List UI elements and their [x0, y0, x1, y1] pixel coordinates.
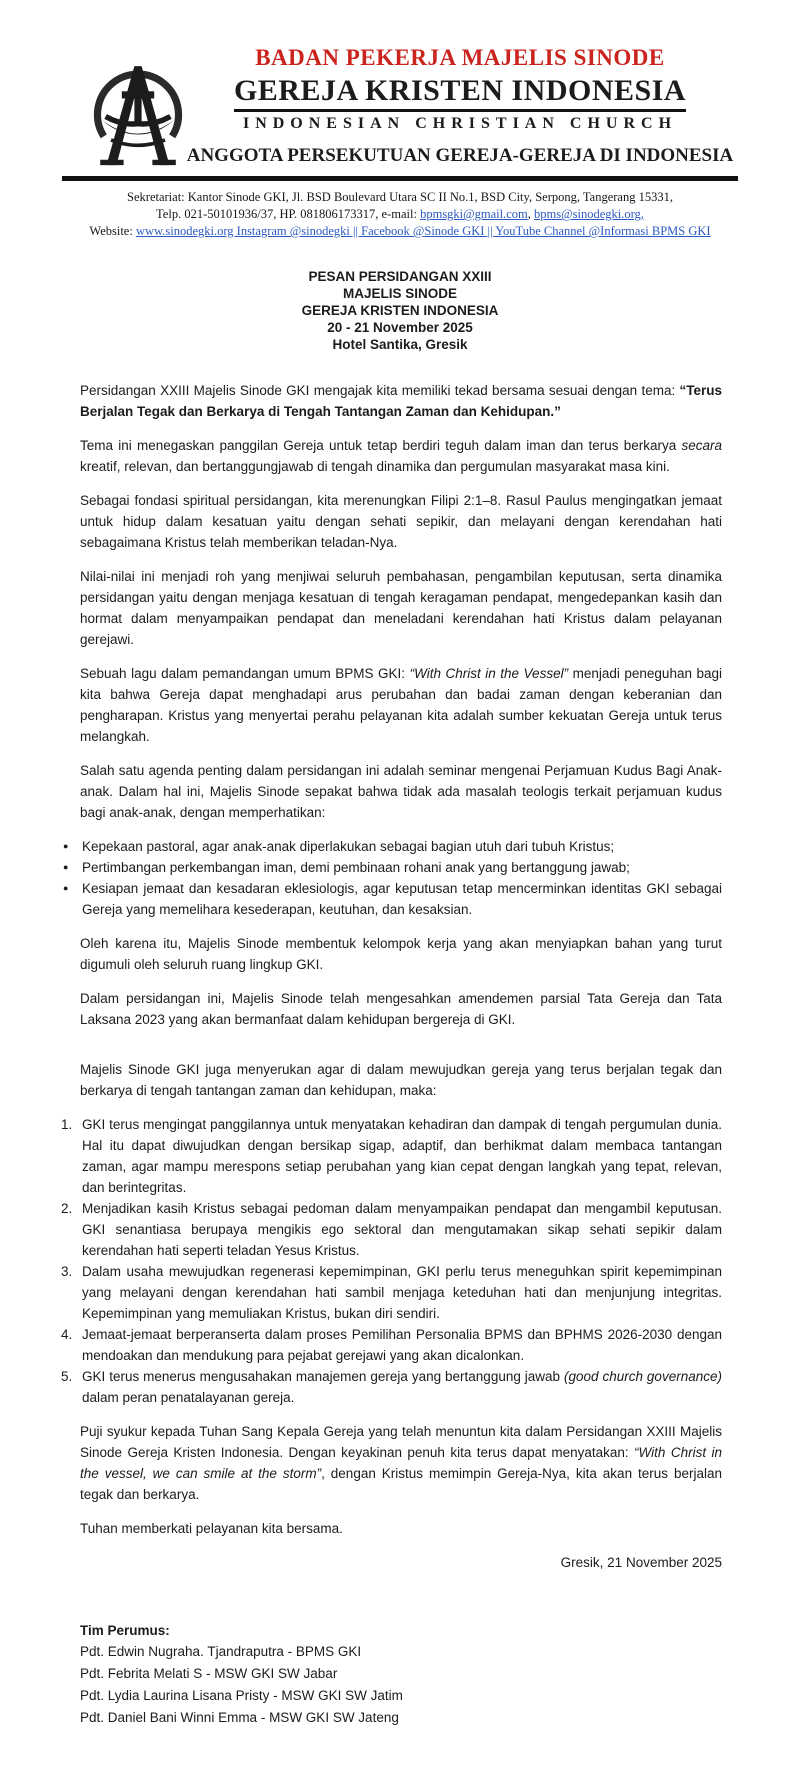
list-item: GKI terus menerus mengusahakan manajemen gereja yang bertanggung jawab (good church governance) dalam peran penatalayanan gereja. — [82, 1369, 722, 1405]
secretariat-website: Website: www.sinodegki.org Instagram @sinodegki || Facebook @Sinode GKI || YouTube Channel @Informasi BPMS GKI — [89, 224, 711, 238]
secretariat-contact: Telp. 021-50101936/37, HP. 081806173317, e-mail: bpmsgki@gmail.com, bpms@sinodegki.org, — [156, 207, 644, 221]
title-line-1: PESAN PERSIDANGAN XXIII — [308, 269, 492, 284]
title-line-5: Hotel Santika, Gresik — [332, 337, 468, 352]
title-line-2: MAJELIS SINODE — [342, 286, 458, 301]
list-item: ● Kepekaan pastoral, agar anak-anak diperlakukan sebagai bagian utuh dari tubuh Kristus; — [80, 836, 722, 857]
paragraph-values: Nilai-nilai ini menjadi roh yang menjiwai seluruh pembahasan, pengambilan keputusan, serta dinamika persidangan yaitu dengan menjaga kesatuan di tengah keragaman pendapat, mengedepankan kasih dan hormat dalam menyampaikan pendapat dan meneladani kerendahan hati Kristus dalam pelayanan gerejawi. — [80, 569, 722, 647]
paragraph-amendment: Dalam persidangan ini, Majelis Sinode telah mengesahkan amendemen parsial Tata Gereja dan Tata Laksana 2023 yang akan bermanfaat dalam kehidupan bergereja di GKI. — [80, 991, 722, 1027]
org-membership: ANGGOTA PERSEKUTUAN GEREJA-GEREJA DI INDONESIA — [186, 145, 734, 166]
drafting-team — [80, 1620, 722, 1729]
list-item: Dalam usaha mewujudkan regenerasi kepemimpinan, GKI perlu terus meneguhkan spirit kepemimpinan yang melayani dengan kerendahan hati sambil menjaga keteduhan hati dan menjunjung integritas. Kepemimpinan yang memuliakan Kristus, bukan diri sendiri. — [82, 1264, 722, 1321]
letter-body — [80, 380, 722, 1729]
letterhead-divider — [62, 176, 738, 181]
secretariat-address: Sekretariat: Kantor Sinode GKI, Jl. BSD Boulevard Utara SC II No.1, BSD City, Serpong, Tangerang 15331, — [127, 190, 673, 204]
paragraph-blessing: Tuhan memberkati pelayanan kita bersama. — [80, 1521, 343, 1536]
gki-logo-icon — [84, 52, 192, 172]
drafting-team-member: Pdt. Febrita Melati S - MSW GKI SW Jabar — [80, 1666, 338, 1681]
org-name: GEREJA KRISTEN INDONESIA — [234, 74, 686, 112]
org-department: BADAN PEKERJA MAJELIS SINODE — [255, 45, 665, 70]
drafting-team-label: Tim Perumus: — [80, 1623, 170, 1638]
org-name-english: INDONESIAN CHRISTIAN CHURCH — [242, 115, 678, 132]
list-item: GKI terus mengingat panggilannya untuk menyatakan kehadiran dan dampak di tengah pergumulan dunia. Hal itu dapat diwujudkan dengan bersikap sigap, adaptif, dan berhikmat dalam membaca tantangan zaman, agar mampu merespons setiap perubahan yang kian cepat dengan langkah yang tepat, relevan, dan berintegritas. — [82, 1117, 722, 1195]
letterhead — [0, 0, 800, 240]
paragraph-theme: Persidangan XXIII Majelis Sinode GKI mengajak kita memiliki tekad bersama sesuai dengan tema: “Terus Berjalan Tegak dan Berkarya di Tengah Tantangan Zaman dan Kehidupan.” — [80, 383, 722, 419]
paragraph-song: Sebuah lagu dalam pemandangan umum BPMS GKI: “With Christ in the Vessel” menjadi peneguhan bagi kita bahwa Gereja dapat menghadapi arus perubahan dan badai zaman dengan keberanian dan pengharapan. Kristus yang menyertai perahu pelayanan kita adalah sumber kekuatan Gereja untuk terus melangkah. — [80, 666, 723, 744]
email-link-1[interactable]: bpmsgki@gmail.com — [420, 207, 528, 221]
list-item: Jemaat-jemaat berperanserta dalam proses Pemilihan Personalia BPMS dan BPHMS 2026-2030 dengan mendoakan dan mendukung para pejabat gerejawi yang akan dicalonkan. — [82, 1327, 722, 1363]
list-item: Menjadikan kasih Kristus sebagai pedoman dalam menyampaikan pendapat dan mengambil keputusan. GKI senantiasa berupaya mengikis ego sektoral dan mengutamakan sikap sehati sepikir dalam kerendahan hati seperti teladan Yesus Kristus. — [82, 1201, 722, 1258]
drafting-team-member: Pdt. Daniel Bani Winni Emma - MSW GKI SW Jateng — [80, 1710, 399, 1725]
resolutions-list — [80, 1114, 722, 1408]
secretariat-info — [0, 189, 800, 240]
drafting-team-member: Pdt. Edwin Nugraha. Tjandraputra - BPMS GKI — [80, 1644, 362, 1659]
considerations-list — [80, 836, 722, 920]
paragraph-call: Majelis Sinode GKI juga menyerukan agar di dalam mewujudkan gereja yang terus berjalan tegak dan berkarya di tengah tantangan zaman dan kehidupan, maka: — [80, 1062, 722, 1098]
paragraph-thanksgiving: Puji syukur kepada Tuhan Sang Kepala Gereja yang telah menuntun kita dalam Persidangan XXIII Majelis Sinode Gereja Kristen Indonesia. Dengan keyakinan penuh kita terus dapat menyatakan: “With Christ in the vessel, we can smile at the storm”, dengan Kristus memimpin Gereja-Nya, kita akan terus berjalan tegak dan berkarya. — [80, 1424, 722, 1502]
paragraph-theme-meaning: Tema ini menegaskan panggilan Gereja untuk tetap berdiri teguh dalam iman dan terus berkarya secara kreatif, relevan, dan bertanggungjawab di tengah dinamika dan pergumulan masyarakat masa kini. — [80, 438, 722, 474]
drafting-team-member: Pdt. Lydia Laurina Lisana Pristy - MSW GKI SW Jatim — [80, 1688, 403, 1703]
paragraph-seminar: Salah satu agenda penting dalam persidangan ini adalah seminar mengenai Perjamuan Kudus Bagi Anak-anak. Dalam hal ini, Majelis Sinode sepakat bahwa tidak ada masalah teologis terkait perjamuan kudus bagi anak-anak, dengan memperhatikan: — [80, 763, 722, 820]
title-line-4: 20 - 21 November 2025 — [327, 320, 473, 335]
website-social-links[interactable]: www.sinodegki.org Instagram @sinodegki || Facebook @Sinode GKI || YouTube Channel @Informasi BPMS GKI — [135, 224, 711, 238]
letterhead-text — [180, 44, 740, 168]
email-link-2[interactable]: bpms@sinodegki.org, — [534, 207, 644, 221]
list-item: ● Pertimbangan perkembangan iman, demi pembinaan rohani anak yang bertanggung jawab; — [80, 857, 722, 878]
paragraph-spiritual-foundation: Sebagai fondasi spiritual persidangan, kita merenungkan Filipi 2:1–8. Rasul Paulus mengingatkan jemaat untuk hidup dalam kesatuan yaitu dengan sehati sepikir, dan melayani dengan kerendahan hati sebagaimana Kristus telah memberikan teladan-Nya. — [80, 493, 722, 550]
title-line-3: GEREJA KRISTEN INDONESIA — [301, 303, 499, 318]
list-item: ● Kesiapan jemaat dan kesadaran eklesiologis, agar keputusan tetap mencerminkan identitas GKI sebagai Gereja yang memelihara kesederapan, keutuhan, dan kesaksian. — [80, 878, 722, 920]
place-date-line: Gresik, 21 November 2025 — [560, 1555, 722, 1570]
paragraph-working-group: Oleh karena itu, Majelis Sinode membentuk kelompok kerja yang akan menyiapkan bahan yang turut digumuli oleh seluruh ruang lingkup GKI. — [80, 936, 722, 972]
document-title — [0, 268, 800, 353]
